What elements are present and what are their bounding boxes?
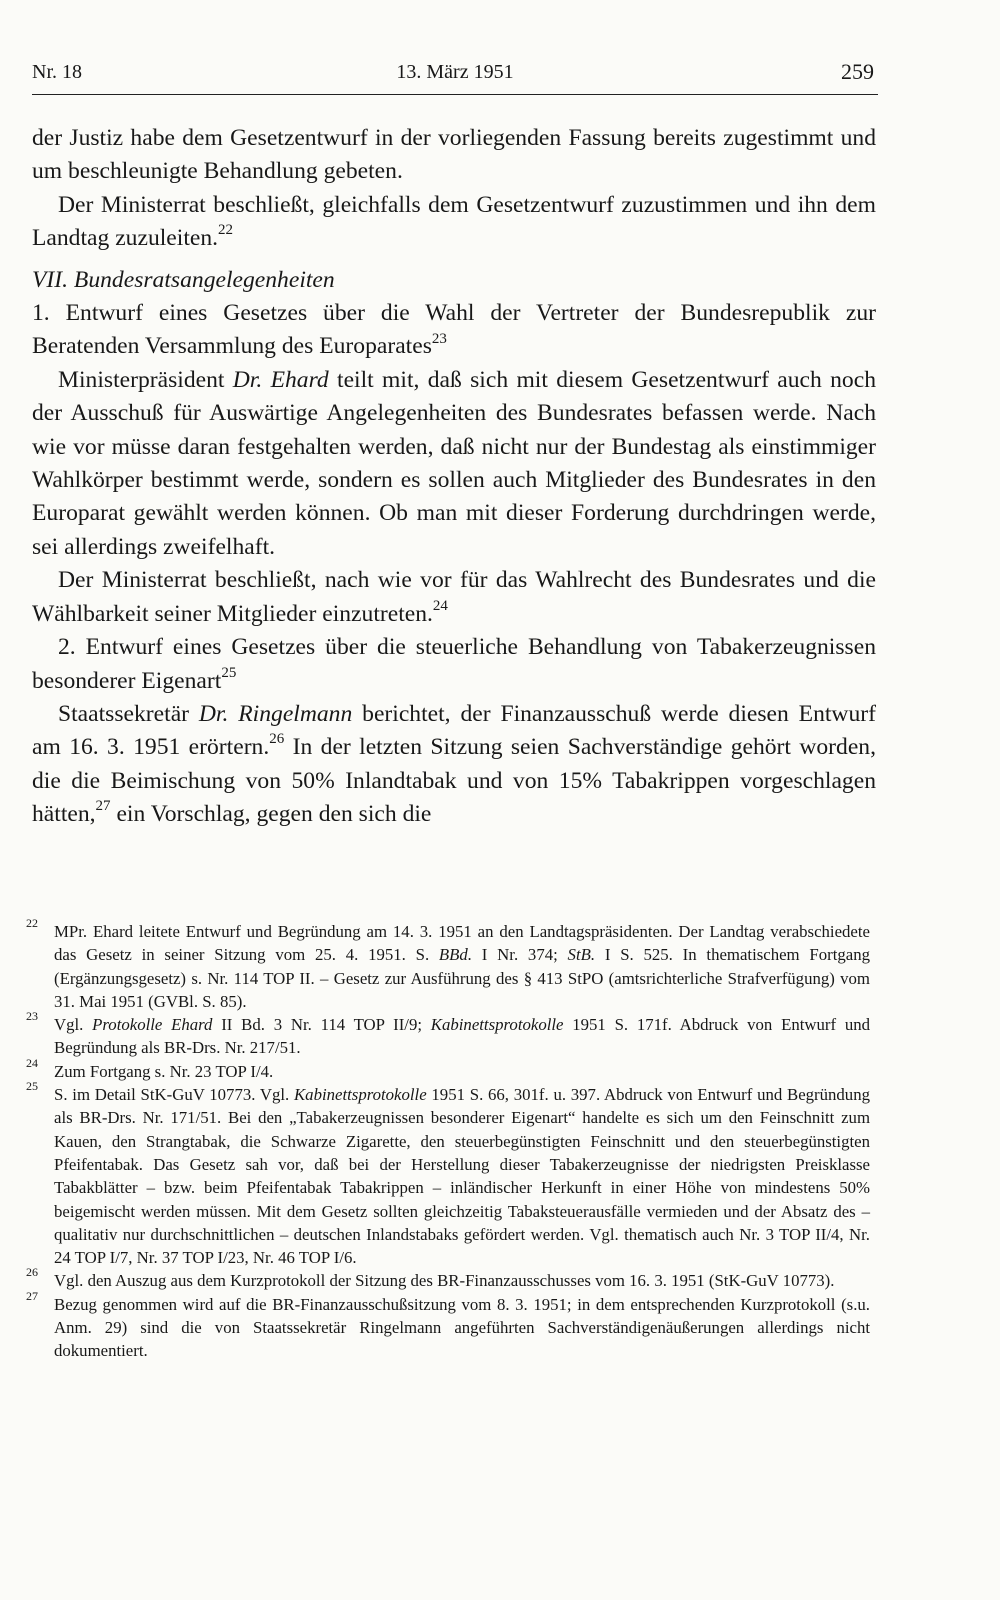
footnote-citation: StB.: [567, 945, 596, 965]
footnote: [26, 916, 870, 1013]
paragraph: [32, 189, 876, 256]
main-text: [32, 122, 876, 832]
paragraph: [32, 122, 876, 189]
footnote: [26, 1288, 870, 1363]
footnote-text: 1951 S. 66, 301f. u. 397. Abdruck von Entwurf und Begründung als BR-Drs. Nr. 171/51. Bei den „Tabakerzeugnissen besonderer Eigenart“ handelte es sich um den Feinschnitt zum Kauen, den Strangtabak, die Schwarze Zigarette, den steuerbegünstigten Feinschnitt und den steuerbegünstigten Pfeifentabak. Das Gesetz sah vor, daß bei der Herstellung dieser Tabakerzeugnisse der niedrigsten Preisklasse Tabakblätter – bzw. beim Pfeifentabak Tabakrippen – inländischer Herkunft in einer Höhe von mindestens 50% beigemischt werden müssen. Mit dem Gesetz sollten gleichzeitig Tabaksteuerausfälle vermieden und der Absatz des – qualitativ nur durchschnittlichen – deutschen Inlandstabaks gefördert werden. Vgl. thematisch auch Nr. 3 TOP II/4, Nr. 24 TOP I/7, Nr. 37 TOP I/23, Nr. 46 TOP I/6.: [54, 1085, 870, 1268]
header-date: 13. März 1951: [396, 61, 514, 83]
footnote-text: MPr. Ehard leitete Entwurf und Begründung am 14. 3. 1951 an den Landtagspräsidenten. Der Landtag verabschiedete das Gesetz in seiner Sitzung vom 25. 4. 1951. S.: [54, 922, 870, 965]
paragraph: [32, 564, 876, 631]
paragraph-text: Der Ministerrat beschließt, gleichfalls dem Gesetzentwurf zuzustimmen und ihn dem Landtag zuzuleiten.: [32, 191, 876, 252]
footnote-citation: Kabinettsprotokolle: [430, 1015, 564, 1035]
footnote-ref: 22: [218, 222, 234, 239]
header-rule: [32, 94, 878, 95]
agenda-item-text: 2. Entwurf eines Gesetzes über die steuerliche Behandlung von Tabakerzeugnissen besonderer Eigenart: [32, 634, 876, 694]
page-number: 259: [841, 59, 874, 84]
running-header: [32, 58, 878, 88]
footnote-citation: BBd.: [438, 945, 473, 965]
person-name: Dr. Ehard: [232, 366, 329, 393]
footnote-text: 1951 S. 171f. Abdruck von Entwurf und Begründung als BR-Drs. Nr. 217/51.: [54, 1015, 870, 1058]
footnote-text: II Bd. 3 Nr. 114 TOP II/9;: [212, 1015, 431, 1035]
agenda-item-title: [32, 631, 876, 698]
footnote: [26, 1055, 870, 1083]
footnote-ref: 24: [432, 597, 448, 614]
footnote-text: Vgl.: [54, 1015, 93, 1035]
paragraph: [32, 364, 876, 564]
footnote-text: Zum Fortgang s. Nr. 23 TOP I/4.: [54, 1061, 274, 1081]
footnote-text: S. im Detail StK-GuV 10773. Vgl.: [54, 1085, 294, 1105]
footnote-text: I Nr. 374;: [472, 945, 568, 965]
footnote: [26, 1265, 870, 1292]
paragraph-text: der Justiz habe dem Gesetzentwurf in der vorliegenden Fassung bereits zugestimmt und um beschleunigte Behandlung gebeten.: [32, 125, 876, 185]
footnotes: [26, 916, 870, 1363]
footnote-citation: Protokolle Ehard: [92, 1015, 213, 1035]
footnote-ref: 27: [95, 798, 111, 815]
paragraph: [32, 698, 876, 832]
paragraph-text: Staatssekretär: [58, 700, 199, 727]
paragraph-text: Ministerpräsident: [58, 366, 233, 393]
section-heading: VII. Bundesratsangelegenheiten: [32, 266, 335, 293]
paragraph-text: teilt mit, daß sich mit diesem Gesetzentwurf auch noch der Ausschuß für Auswärtige Angelegenheiten des Bundesrates befassen werde. Nach wie vor müsse daran festgehalten werden, daß nicht nur der Bundestag als einstimmiger Wahlkörper bestimmt werde, sondern es sollen auch Mitglieder des Bundesrates in den Europarat gewählt werden können. Ob man mit dieser Forderung durchdringen werde, sei allerdings zweifelhaft.: [32, 366, 876, 560]
paragraph-text: ein Vorschlag, gegen den sich die: [110, 801, 432, 828]
person-name: Dr. Ringelmann: [198, 700, 353, 727]
footnote: [26, 1079, 870, 1269]
paragraph-text: berichtet, der Finanzausschuß werde diesen Entwurf am 16. 3. 1951 erörtern.: [32, 700, 876, 761]
paragraph-text: In der letzten Sitzung seien Sachverständige gehört worden, die die Beimischung von 50% Inlandtabak und von 15% Tabakrippen vorgeschlagen hätten,: [32, 734, 876, 828]
footnote-ref: 26: [269, 731, 285, 748]
footnote-number: 26: [26, 1265, 38, 1280]
footnote-number: 22: [26, 916, 38, 930]
footnote-ref: 23: [431, 330, 447, 347]
footnote: [26, 1009, 870, 1060]
footnote-citation: Kabinettsprotokolle: [293, 1085, 427, 1105]
footnote-number: 23: [26, 1009, 38, 1024]
footnote-number: 25: [26, 1079, 38, 1094]
agenda-item-title: [32, 297, 876, 364]
footnote-text: Bezug genommen wird auf die BR-Finanzausschußsitzung vom 8. 3. 1951; in dem entsprechenden Kurzprotokoll (s.u. Anm. 29) sind die von Staatssekretär Ringelmann angeführten Sachverständigenäußerungen allerdings nicht dokumentiert.: [54, 1294, 870, 1361]
agenda-item-text: 1. Entwurf eines Gesetzes über die Wahl der Vertreter der Bundesrepublik zur Beratenden Versammlung des Europarates: [32, 300, 876, 360]
footnote-ref: 25: [221, 664, 237, 681]
footnote-text: I S. 525. In thematischem Fortgang (Ergänzungsgesetz) s. Nr. 114 TOP II. – Gesetz zur Ausführung des § 413 StPO (amtsrichterliche Strafverfügung) vom 31. Mai 1951 (GVBl. S. 85).: [54, 945, 870, 1011]
paragraph-text: Der Ministerrat beschließt, nach wie vor für das Wahlrecht des Bundesrates und die Wählbarkeit seiner Mitglieder einzutreten.: [32, 567, 876, 627]
footnote-number: 24: [26, 1055, 38, 1070]
footnote-text: Vgl. den Auszug aus dem Kurzprotokoll der Sitzung des BR-Finanzausschusses vom 16. 3. 1951 (StK-GuV 10773).: [54, 1271, 835, 1291]
footnote-number: 27: [26, 1288, 38, 1303]
issue-number: Nr. 18: [32, 61, 82, 83]
